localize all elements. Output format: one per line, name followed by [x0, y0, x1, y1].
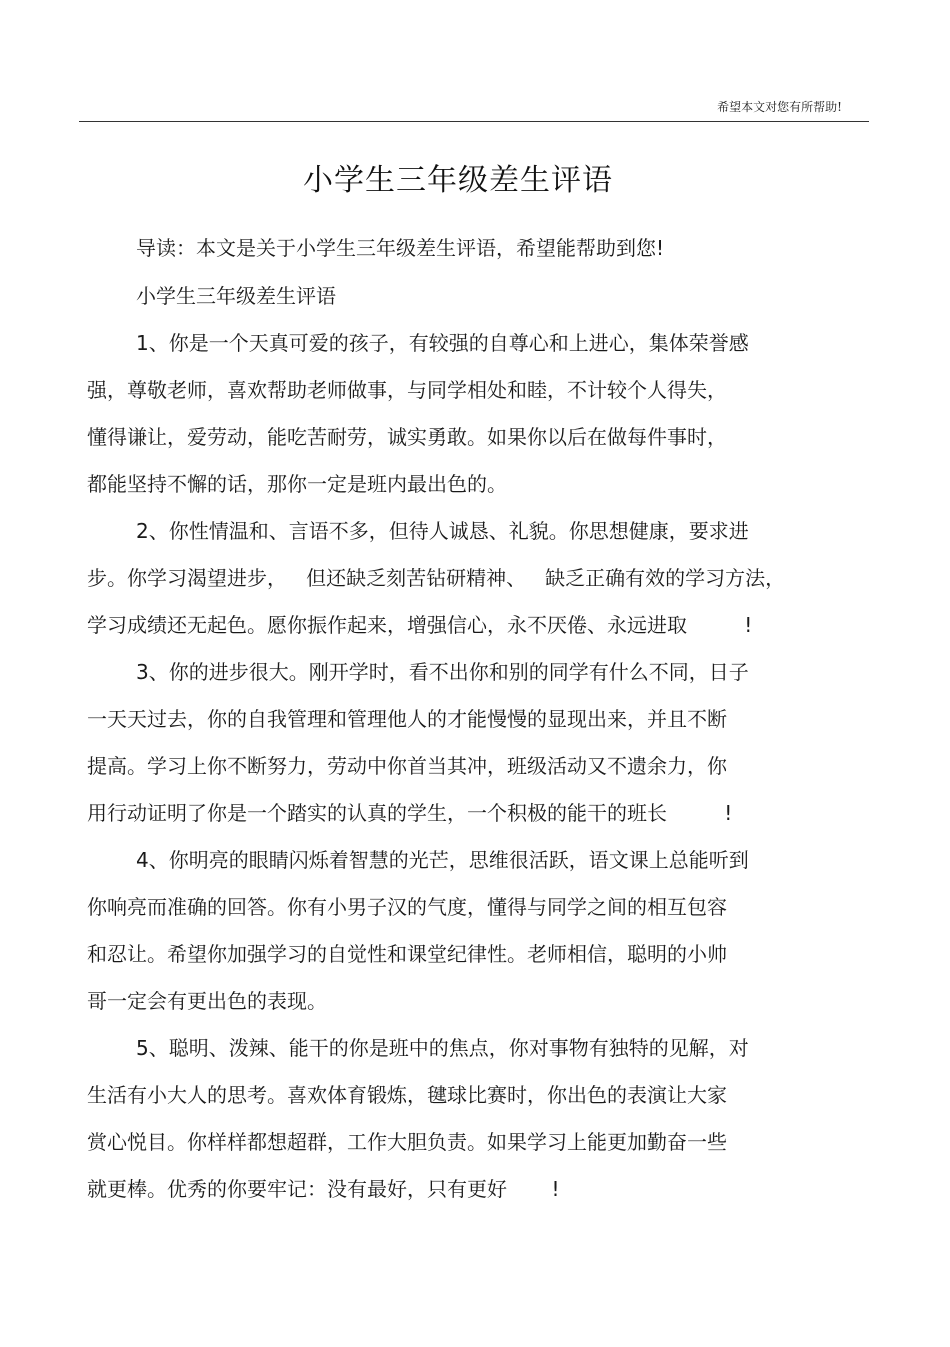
body-line: 懂得谦让，爱劳动，能吃苦耐劳，诚实勇敢。如果你以后在做每件事时， [87, 425, 727, 449]
body-line: 步。你学习渴望进步， 但还缺乏刻苦钻研精神、 缺乏正确有效的学习方法， [87, 566, 786, 590]
body-line: 2、你性情温和、言语不多，但待人诚恳、礼貌。你思想健康，要求进 [136, 519, 749, 543]
body-line: 用行动证明了你是一个踏实的认真的学生，一个积极的能干的班长 ! [87, 801, 733, 825]
body-line: 哥一定会有更出色的表现。 [87, 989, 327, 1013]
body-line: 学习成绩还无起色。愿你振作起来，增强信心，永不厌倦、永远进取 ! [87, 613, 753, 637]
page-title: 小学生三年级差生评语 [303, 163, 613, 198]
body-line: 4、你明亮的眼睛闪烁着智慧的光芒，思维很活跃，语文课上总能听到 [136, 848, 749, 872]
header-note: 希望本文对您有所帮助! [717, 100, 842, 114]
body-line: 1、你是一个天真可爱的孩子，有较强的自尊心和上进心，集体荣誉感 [136, 331, 749, 355]
body-line: 你响亮而准确的回答。你有小男子汉的气度，懂得与同学之间的相互包容 [87, 895, 727, 919]
intro-paragraph: 导读：本文是关于小学生三年级差生评语，希望能帮助到您! [136, 236, 665, 260]
body-line: 和忍让。希望你加强学习的自觉性和课堂纪律性。老师相信，聪明的小帅 [87, 942, 727, 966]
body-line: 一天天过去，你的自我管理和管理他人的才能慢慢的显现出来，并且不断 [87, 707, 727, 731]
body-line: 都能坚持不懈的话，那你一定是班内最出色的。 [87, 472, 507, 496]
subtitle: 小学生三年级差生评语 [136, 284, 336, 308]
body-line: 3、你的进步很大。刚开学时，看不出你和别的同学有什么不同，日子 [136, 660, 749, 684]
body-line: 提高。学习上你不断努力，劳动中你首当其冲，班级活动又不遗余力，你 [87, 754, 727, 778]
body-line: 5、聪明、泼辣、能干的你是班中的焦点，你对事物有独特的见解，对 [136, 1036, 749, 1060]
header-rule [79, 121, 869, 122]
body-line: 赏心悦目。你样样都想超群，工作大胆负责。如果学习上能更加勤奋一些 [87, 1130, 727, 1154]
body-line: 强，尊敬老师，喜欢帮助老师做事，与同学相处和睦，不计较个人得失， [87, 378, 727, 402]
body-line: 生活有小大人的思考。喜欢体育锻炼，毽球比赛时，你出色的表演让大家 [87, 1083, 727, 1107]
body-line: 就更棒。优秀的你要牢记：没有最好，只有更好 ! [87, 1177, 560, 1201]
